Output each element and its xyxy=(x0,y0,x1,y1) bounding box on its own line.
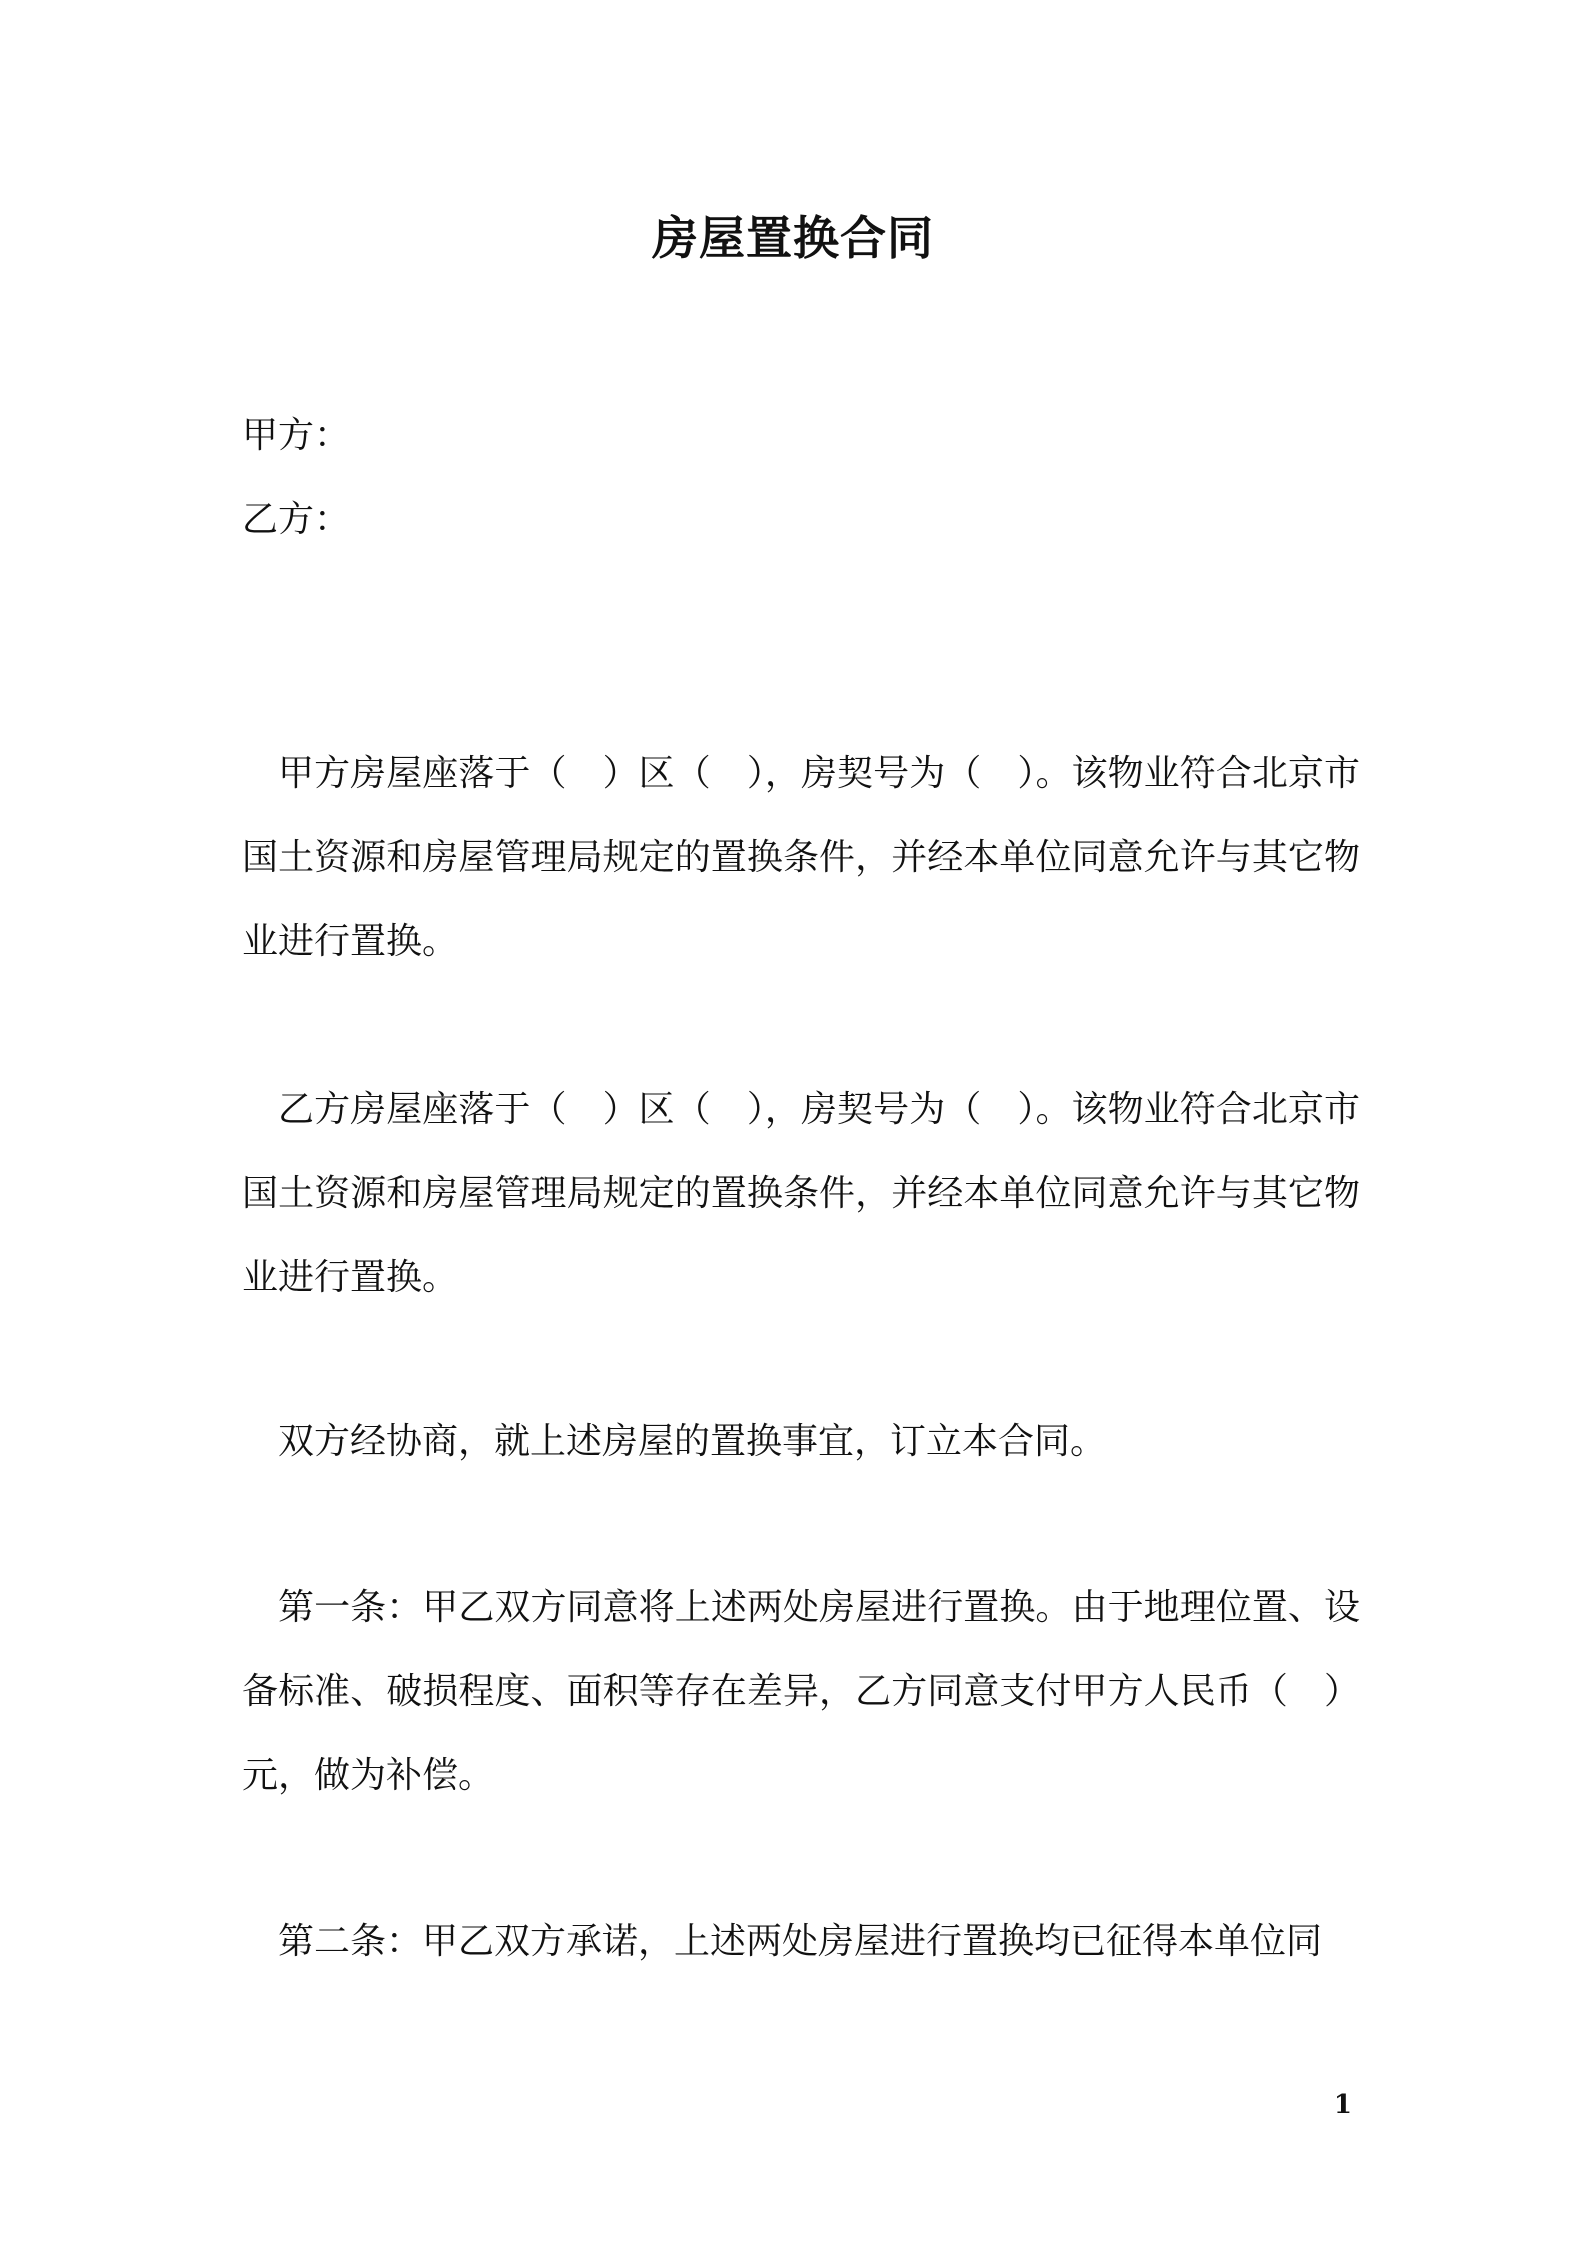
paragraph-article-two: 第二条：甲乙双方承诺，上述两处房屋进行置换均已征得本单位同 xyxy=(278,1921,1323,1962)
paragraph-party-a-property: 甲方房屋座落于（ ）区（ ），房契号为（ ）。该物业符合北京市国土资源和房屋管理局规定的置换条件，并经本单位同意允许与其它物业进行置换。 xyxy=(242,753,1360,962)
page-number: 1 xyxy=(1333,2090,1352,2120)
document-title: 房屋置换合同 xyxy=(652,211,934,265)
party-a-label: 甲方： xyxy=(242,415,351,456)
paragraph-agreement-intro: 双方经协商，就上述房屋的置换事宜，订立本合同。 xyxy=(278,1421,1107,1462)
paragraph-party-b-property: 乙方房屋座落于（ ）区（ ），房契号为（ ）。该物业符合北京市国土资源和房屋管理局规定的置换条件，并经本单位同意允许与其它物业进行置换。 xyxy=(242,1089,1360,1298)
party-b-label: 乙方： xyxy=(242,499,351,540)
paragraph-article-one: 第一条：甲乙双方同意将上述两处房屋进行置换。由于地理位置、设备标准、破损程度、面积等存在差异，乙方同意支付甲方人民币（ ）元，做为补偿。 xyxy=(242,1587,1360,1796)
